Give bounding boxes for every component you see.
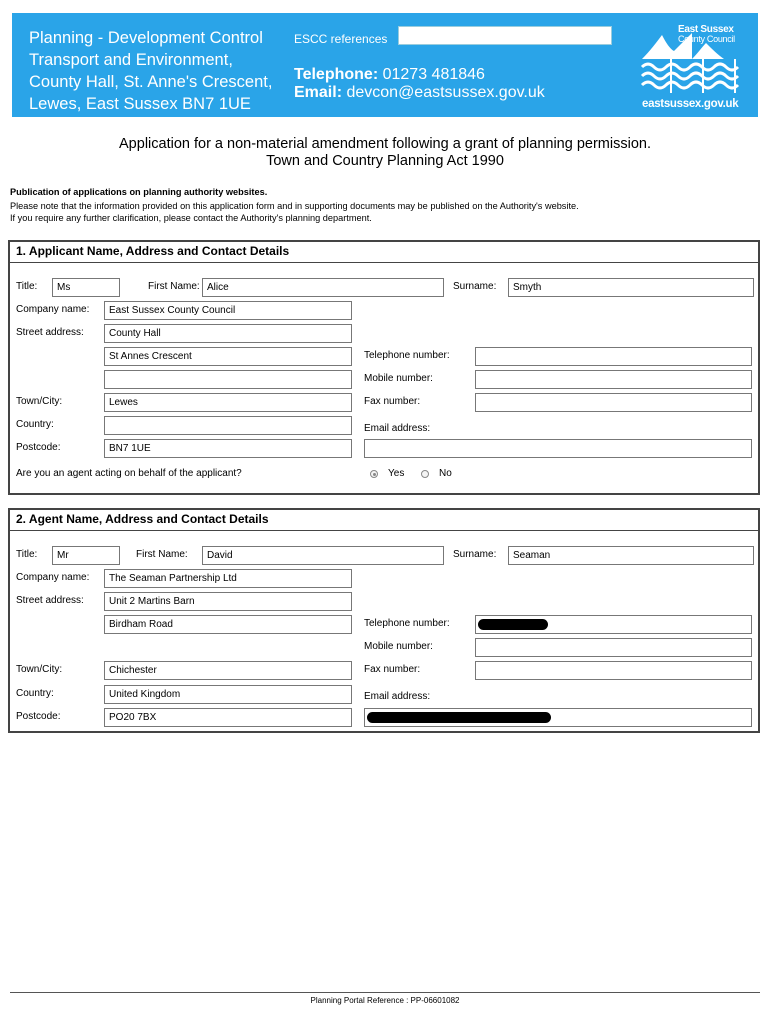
agent-section xyxy=(8,508,760,733)
redaction-mark xyxy=(478,619,548,630)
country-label: Country: xyxy=(16,688,54,699)
mobile-field[interactable] xyxy=(475,638,752,657)
email-value: devcon@eastsussex.gov.uk xyxy=(346,84,545,101)
postcode-field[interactable]: PO20 7BX xyxy=(104,708,352,727)
agent-no-radio[interactable] xyxy=(421,470,429,478)
agent-no-label: No xyxy=(439,468,452,479)
logo-text-line2: County Council xyxy=(678,34,735,44)
telephone-field[interactable] xyxy=(475,347,752,366)
redaction-mark xyxy=(367,712,551,723)
telephone-field[interactable] xyxy=(475,615,752,634)
email-field[interactable] xyxy=(364,439,752,458)
title-label: Title: xyxy=(16,281,38,292)
country-label: Country: xyxy=(16,419,54,430)
mobile-label: Mobile number: xyxy=(364,641,433,652)
section-title: 2. Agent Name, Address and Contact Details xyxy=(16,512,269,526)
town-label: Town/City: xyxy=(16,664,63,675)
publication-line: Please note that the information provided on this application form and in supporting documents may be published on the Authority's website. xyxy=(10,201,579,211)
street-field-3[interactable] xyxy=(104,370,352,389)
first-name-field[interactable]: Alice xyxy=(202,278,444,297)
fax-field[interactable] xyxy=(475,661,752,680)
address-line: County Hall, St. Anne's Crescent, xyxy=(29,73,273,91)
first-name-label: First Name: xyxy=(136,549,188,560)
mobile-label: Mobile number: xyxy=(364,373,433,384)
agent-question: Are you an agent acting on behalf of the applicant? xyxy=(16,468,242,479)
header-banner xyxy=(12,13,758,117)
form-title: Application for a non-material amendment following a grant of planning permission. xyxy=(119,136,651,152)
postcode-label: Postcode: xyxy=(16,442,61,453)
agent-yes-radio[interactable] xyxy=(370,470,378,478)
fax-label: Fax number: xyxy=(364,396,421,407)
first-name-label: First Name: xyxy=(148,281,200,292)
footer-divider xyxy=(10,992,760,993)
fax-label: Fax number: xyxy=(364,664,421,675)
telephone-label: Telephone: xyxy=(294,66,379,83)
mobile-field[interactable] xyxy=(475,370,752,389)
header-telephone xyxy=(294,66,485,84)
section-divider xyxy=(10,530,758,531)
title-field[interactable]: Ms xyxy=(52,278,120,297)
street-field-1[interactable]: Unit 2 Martins Barn xyxy=(104,592,352,611)
surname-field[interactable]: Smyth xyxy=(508,278,754,297)
section-title: 1. Applicant Name, Address and Contact Details xyxy=(16,244,290,258)
surname-label: Surname: xyxy=(453,281,497,292)
town-field[interactable]: Chichester xyxy=(104,661,352,680)
address-line: Lewes, East Sussex BN7 1UE xyxy=(29,95,251,113)
title-label: Title: xyxy=(16,549,38,560)
first-name-field[interactable]: David xyxy=(202,546,444,565)
street-field-2[interactable]: Birdham Road xyxy=(104,615,352,634)
logo-text-line1: East Sussex xyxy=(678,24,734,35)
applicant-section xyxy=(8,240,760,495)
telephone-label: Telephone number: xyxy=(364,350,450,361)
country-field[interactable] xyxy=(104,416,352,435)
publication-line: If you require any further clarification, please contact the Authority's planning department. xyxy=(10,213,372,223)
planning-portal-reference: Planning Portal Reference : PP-06601082 xyxy=(310,996,460,1005)
surname-field[interactable]: Seaman xyxy=(508,546,754,565)
town-field[interactable]: Lewes xyxy=(104,393,352,412)
escc-references-label: ESCC references xyxy=(294,32,388,46)
postcode-label: Postcode: xyxy=(16,711,61,722)
company-label: Company name: xyxy=(16,304,90,315)
logo-url: eastsussex.gov.uk xyxy=(642,98,739,110)
header-email xyxy=(294,84,545,102)
telephone-label: Telephone number: xyxy=(364,618,450,629)
email-label: Email address: xyxy=(364,691,431,702)
publication-heading: Publication of applications on planning authority websites. xyxy=(10,187,268,197)
street-label: Street address: xyxy=(16,595,84,606)
email-label: Email address: xyxy=(364,423,431,434)
company-field[interactable]: East Sussex County Council xyxy=(104,301,352,320)
publication-notice xyxy=(10,200,750,224)
address-line: Planning - Development Control xyxy=(29,29,263,47)
form-subtitle: Town and Country Planning Act 1990 xyxy=(266,153,504,169)
email-label: Email: xyxy=(294,84,343,101)
street-field-1[interactable]: County Hall xyxy=(104,324,352,343)
email-field[interactable] xyxy=(364,708,752,727)
fax-field[interactable] xyxy=(475,393,752,412)
office-address xyxy=(29,27,272,115)
agent-yes-label: Yes xyxy=(388,468,405,479)
title-field[interactable]: Mr xyxy=(52,546,120,565)
telephone-value: 01273 481846 xyxy=(382,66,485,83)
escc-references-input[interactable] xyxy=(398,26,612,45)
street-field-2[interactable]: St Annes Crescent xyxy=(104,347,352,366)
postcode-field[interactable]: BN7 1UE xyxy=(104,439,352,458)
address-line: Transport and Environment, xyxy=(29,51,233,69)
section-divider xyxy=(10,262,758,263)
town-label: Town/City: xyxy=(16,396,63,407)
company-label: Company name: xyxy=(16,572,90,583)
surname-label: Surname: xyxy=(453,549,497,560)
east-sussex-logo xyxy=(640,25,740,111)
street-label: Street address: xyxy=(16,327,84,338)
company-field[interactable]: The Seaman Partnership Ltd xyxy=(104,569,352,588)
country-field[interactable]: United Kingdom xyxy=(104,685,352,704)
